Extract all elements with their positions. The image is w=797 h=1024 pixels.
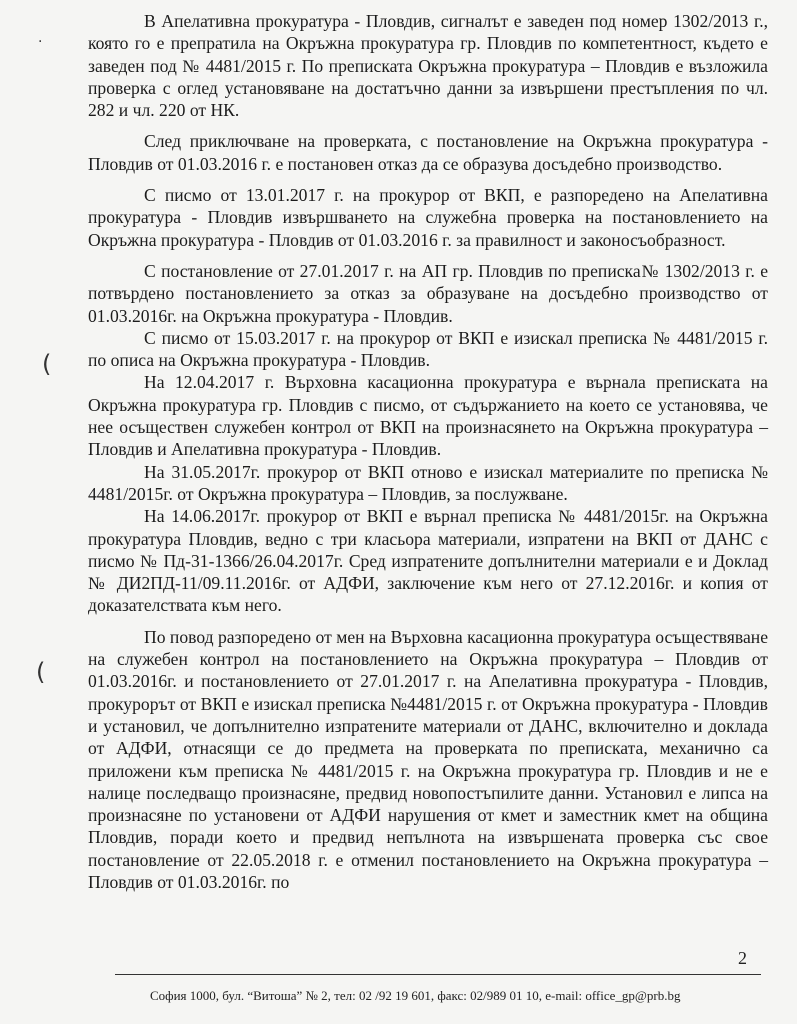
paragraph: С постановление от 27.01.2017 г. на АП гр. Пловдив по преписка№ 1302/2013 г. е потвърдено постановлението за отказ за образуване на досъдебно производство от 01.03.2016г. на Окръжна прокуратура - Пловдив.	[88, 260, 768, 326]
paragraph: С писмо от 13.01.2017 г. на прокурор от ВКП, е разпоредено на Апелативна прокуратура - Пловдив извършването на служебна проверка на постановлението на Окръжна прокуратура - Пловдив от 01.03.2016 г. за правилност и законосъобразност.	[88, 185, 768, 250]
binder-hole-mark: (	[36, 658, 46, 686]
paragraph: На 31.05.2017г. прокурор от ВКП отново е изискал материалите по преписка № 4481/2015г. от Окръжна прокуратура – Пловдив, за послужване.	[88, 461, 768, 504]
binder-hole-mark: (	[42, 350, 52, 378]
scan-mark: ·	[38, 34, 43, 50]
page-number: 2	[738, 948, 747, 968]
paragraph: В Апелативна прокуратура - Пловдив, сигналът е заведен под номер 1302/2013 г., която го е препратила на Окръжна прокуратура гр. Пловдив по компетентност, където е заведен под № 4481/2015 г. По преписката Окръжна прокуратура – Пловдив е възложила проверка с оглед установяване на достатъчно данни за извършени престъпления по чл. 282 и чл. 220 от НК.	[88, 11, 768, 121]
paragraph: С писмо от 15.03.2017 г. на прокурор от ВКП е изискал преписка № 4481/2015 г. по описа на Окръжна прокуратура - Пловдив.	[88, 327, 768, 371]
body-text	[88, 10, 768, 902]
paragraph: На 14.06.2017г. прокурор от ВКП е върнал преписка № 4481/2015г. на Окръжна прокуратура Пловдив, ведно с три класьора материали, изпратени на ВКП от ДАНС с писмо № Пд-31-1366/26.04.2017г. Сред изпратените допълнителни материали е и Доклад № ДИ2ПД-11/09.11.2016г. от АДФИ, заключение към него от 27.12.2016г. и копия от доказателствата към него.	[88, 506, 768, 616]
footer-divider	[115, 974, 761, 975]
paragraph: По повод разпоредено от мен на Върховна касационна прокуратура осъществяване на служебен контрол на постановлението на Окръжна прокуратура – Пловдив от 01.03.2016г. и постановлението от 27.01.2017 г. на Апелативна прокуратура - Пловдив, прокурорът от ВКП е изискал преписка №4481/2015 г. от Окръжна прокуратура - Пловдив и установил, че допълнително изпратените материали от ДАНС, включително и доклада от АДФИ, отнасящи се до предмета на проверката по преписката, механично са приложени към преписка № 4481/2015 г. на Окръжна прокуратура гр. Пловдив и не е налице последващо произнасяне, предвид новопостъпилите данни. Установил е липса на произнасяне по установени от АДФИ нарушения от кмет и заместник кмет на община Пловдив, поради което и предвид непълнота на извършената проверка със свое постановление от 22.05.2018 г. е отменил постановлението на Окръжна прокуратура – Пловдив от 01.03.2016г. по	[88, 626, 768, 892]
footer-contact: София 1000, бул. “Витоша” № 2, тел: 02 /92 19 601, факс: 02/989 01 10, e-mail: office_gp@prb.bg	[150, 988, 681, 1003]
paragraph: На 12.04.2017 г. Върховна касационна прокуратура е върнала преписката на Окръжна прокуратура гр. Пловдив с писмо, от съдържанието на което се установява, че нее осъществен служебен контрол от ВКП на произнасянето на Окръжна прокуратура – Пловдив и Апелативна прокуратура - Пловдив.	[88, 372, 768, 460]
paragraph: След приключване на проверката, с постановление на Окръжна прокуратура - Пловдив от 01.03.2016 г. е постановен отказ да се образува досъдебно производство.	[88, 131, 768, 174]
